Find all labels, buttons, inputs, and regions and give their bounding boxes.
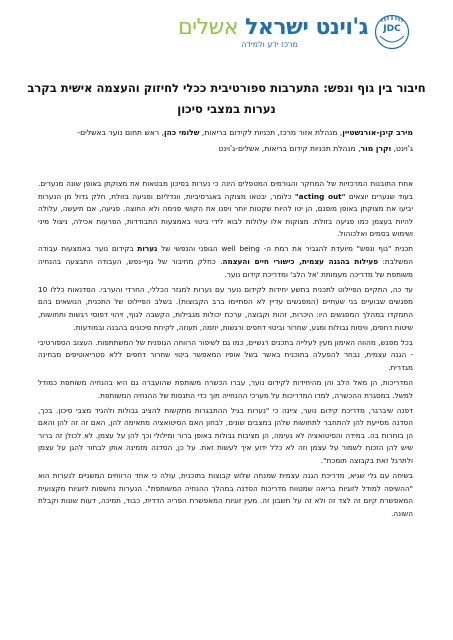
authors-block [38, 125, 413, 157]
acting-out-term: "acting out" [294, 191, 346, 201]
paragraph-2-girls: נערות [137, 244, 158, 254]
paragraph-2-a: תכנית "גוף ונפש" מיועדת להגביר את רמת ה- well being הגופני והנפשי של [157, 244, 413, 254]
paragraph-4: בכל מפגש, מהווה האימון מעין לעלייה בתכנים רגשיים, כמו גם לשיפור הרווחה הגופנית של המשתתפות. העצוב הספורטיבי - הגנה עצמית, נבחר להפעלה בתוכנית באשר בשל אופיו המאפשר ביטוי שחרור דחפים ללא סטריאוטיפים מבחינה מגדרית. [38, 337, 413, 372]
paragraph-2-program-components: פעילות בהגנה עצמית, כישורי חיים והעצמה [222, 257, 379, 267]
logo-subtitle: מרכז ידע ולמידה [241, 40, 298, 49]
paragraph-2-c: בקידום נוער באמצעות עבודה המשלבת: [38, 244, 413, 267]
paragraph-1-c: כלומר, יבטאו מצוקה באגרסיביות, וונדליזם ופגיעה בזולת, חלק גדול מן הנערות יביעו את מצוקתן באופן מופנם, הן יטו להיות שקטות יותר ויפנו את הקושי פנימה ולא החוצה. פגיעה, אם תיעשה, עלולה להיות בעצמן כמו פגיעה בזולת. מצוקות אלו עלולות לבוא לידי ביטוי באמצעות התבודדות, הפרעות אכילה, ניצול מיני ושימוש בסמים ואלכוהול. [38, 191, 413, 239]
author-3-role: , מנהלת תכניות קידום בריאות, אשלים-ג'וינט [218, 144, 361, 153]
paragraph-3: עד כה, התקיים הפיילוט לתכנית בתשע יחידות לקידום נוער עם נערות למגזר הכללי, החרדי והערבי. הסדנאות כללו 10 מפגשים שבועיים בני שעתיים (המפגשים עדיין לא הסתיימו ברב הקבוצות). בשלב הפיילוט של התכנית, הנושאים בהם התמקדו במהלך המפגשים היו: היכרות, זהות וקבוצה, ערכת יכולות מגבילות, הקשבה לגוף, זיהוי דפוסי רגשות ותחושות, שיטות דחפים, וויסות גבולות ומגע, שחרור וביטוי דחפים ורגשות, יוזמה, תעוזה, לקיחת סיכונים בהבנה ובמודעות. [38, 284, 413, 332]
paragraph-1 [38, 178, 413, 241]
logo-brand-israel: ישראל [245, 15, 309, 40]
logo-brand-ashalim: אשלים [178, 15, 238, 40]
title-line-1: חיבור בין גוף ונפש: התערבות ספורטיבית ככלי לחיזוק והעצמה אישית בקרב [27, 81, 426, 95]
paragraph-1-a: אחת התובנות המרכזיות של המחקר והגורמים המטפלים הינה כי נערות בסיכון מבטאות את מצוקתן באופן שונה מנערים. בעוד שנערים יוצאים [38, 179, 413, 201]
paragraph-7: בשיחה עם גלי שגיא, מדריכת הגנה עצמית שמנחה שלוש קבוצות בתוכנית, עולה כי אחד הרווחים המשניים לנערות הוא "ההשיפה למודל לזוגיות בריאה שמטווח מדריכות הסדנה במהלך ההנחיה המשותפת". הנערות נחשפות לזוגיות מקצועית המאפשרת קיום זה לצד זה ולא זה על חשבון זה. מעין זוגיות המאפשרת הפריה הדדית, כבוד, תמיכה, דעות שונות וקבלת השונה. [38, 471, 413, 518]
paragraph-6: דפנה שיברגר, מדריכת קידום נוער, ציינה כי "נערות בגיל ההתבגרות מתקשות להציב גבולות ולהגיד מצבי סיכון. בכך, הסדנה מסייעת להן להתחבר לתחושות שלהן במצבים שונים, לבחון האם הסיטואציה מתאימה להן, האם זה זה להן והאם הן בוחרות בה. במידה והסיטואציה לא נעימה, הן מציבות גבולות באופן ברור ומילולי וכך להן על עצמן. לא לכולן זה ברור שיש להן הזכות לשמור על עצמן וזה לא כלל ידוע איך לעשות זאת. על כן, הסדנה מזמינה אותן לבחור להגן על עצמן ולתרגל זאת בקבוצה תומכת". [38, 405, 413, 465]
logo-brand [178, 16, 368, 40]
joint-israel-ashalim-logo [180, 14, 410, 54]
author-2-org: ג'וינט, [391, 144, 413, 153]
author-2-role: , ראש תחום נוער באשלים- [77, 128, 165, 137]
author-1-name: מירב קינן-אורנשטיין [342, 128, 413, 137]
author-1-role: , מנהלת אזור מרכז, תכניות לקידום בריאות, [199, 128, 343, 137]
jdc-emblem-label: JDC [383, 24, 401, 34]
logo-wordmark [178, 16, 368, 49]
paragraph-5: המדריכות, הן מאל הלב והן מהיחידות לקידום נוער, עברו הכשרה משותפת שהועברה גם היא בהנחיה משותפת כמודל למשל. במסגרת ההכשרה, למדו המדריכות על מערכי ההנחייה תוך כדי התנסות של ההנחיה המשותפת. [38, 377, 413, 400]
paragraph-2-e: . כחלק מחיבור של גוף-נפש, העבודה התבצעה בהנחיה משותפת של מדריכה מעמותת 'אל הלב' ומדריכת קידום נוער. [38, 257, 413, 279]
title-line-2: נערות במצבי סיכון [177, 102, 276, 116]
author-3-name: וקרן מור [360, 144, 392, 153]
logo-brand-joint: ג'וינט [315, 15, 368, 40]
paragraph-2 [38, 243, 413, 281]
author-2-name: שלומי כהן [164, 128, 200, 137]
article-title [26, 78, 427, 120]
article-body [38, 178, 413, 523]
